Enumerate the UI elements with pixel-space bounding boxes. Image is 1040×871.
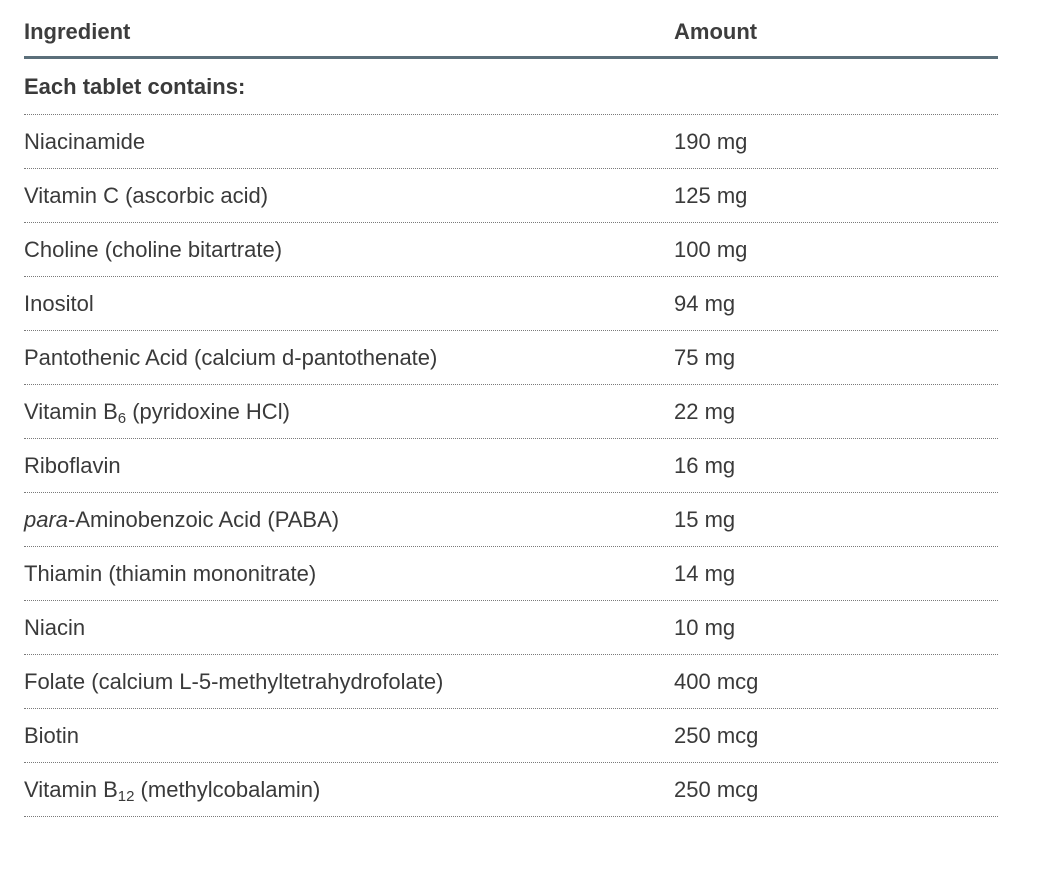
- table-row: [24, 169, 998, 223]
- table-row: [24, 493, 998, 547]
- ingredient-name: [24, 398, 674, 427]
- ingredient-name-subscript: 6: [117, 409, 127, 427]
- ingredient-name-text: Biotin: [24, 722, 80, 748]
- ingredient-name-text: Riboflavin: [24, 452, 121, 478]
- ingredient-amount: 400 mcg: [674, 668, 759, 694]
- ingredient-name: [24, 668, 674, 694]
- ingredient-name-text: Niacinamide: [24, 128, 146, 154]
- ingredient-name: [24, 506, 674, 532]
- ingredient-amount: 250 mcg: [674, 722, 759, 748]
- table-row: [24, 547, 998, 601]
- ingredient-amount: 100 mg: [674, 236, 748, 262]
- ingredient-amount: 190 mg: [674, 128, 748, 154]
- table-row: [24, 763, 998, 817]
- ingredient-name-text: -Aminobenzoic Acid (PABA): [68, 506, 340, 532]
- ingredient-name: [24, 560, 674, 586]
- amount-column-header: Amount: [674, 19, 758, 44]
- table-row: [24, 385, 998, 439]
- ingredient-amount: 14 mg: [674, 560, 736, 586]
- ingredient-name: [24, 290, 674, 316]
- ingredient-amount: 94 mg: [674, 290, 736, 316]
- ingredient-rows: [24, 115, 998, 817]
- section-label: Each tablet contains:: [24, 73, 246, 99]
- ingredient-name: [24, 722, 674, 748]
- table-row: [24, 709, 998, 763]
- ingredient-name-text: Pantothenic Acid (calcium d-pantothenate): [24, 344, 438, 370]
- table-row: [24, 601, 998, 655]
- ingredient-name: [24, 236, 674, 262]
- ingredient-column-header: Ingredient: [24, 19, 131, 44]
- ingredient-name-text: Folate (calcium L-5-methyltetrahydrofolate): [24, 668, 444, 694]
- ingredient-amount: 15 mg: [674, 506, 736, 532]
- ingredient-name: [24, 614, 674, 640]
- table-row: [24, 331, 998, 385]
- ingredient-amount: 16 mg: [674, 452, 736, 478]
- ingredient-name: [24, 776, 674, 805]
- ingredient-name-text: Inositol: [24, 290, 94, 316]
- ingredient-name: [24, 344, 674, 370]
- table-row: [24, 277, 998, 331]
- ingredient-name-suffix: (methylcobalamin): [134, 776, 321, 802]
- ingredient-amount: 10 mg: [674, 614, 736, 640]
- table-row: [24, 655, 998, 709]
- table-row: [24, 223, 998, 277]
- ingredient-name-text: Vitamin C (ascorbic acid): [24, 182, 269, 208]
- table-row: [24, 115, 998, 169]
- ingredient-amount: 250 mcg: [674, 776, 759, 802]
- ingredient-name: [24, 452, 674, 478]
- table-row: [24, 439, 998, 493]
- ingredient-name-text: Thiamin (thiamin mononitrate): [24, 560, 317, 586]
- ingredient-name-subscript: 12: [117, 787, 135, 805]
- ingredient-amount: 75 mg: [674, 344, 736, 370]
- ingredient-name-suffix: (pyridoxine HCl): [126, 398, 290, 424]
- ingredient-amount: 125 mg: [674, 182, 748, 208]
- ingredient-name-text: Choline (choline bitartrate): [24, 236, 283, 262]
- ingredient-name-text: Vitamin B: [24, 776, 118, 802]
- ingredient-name: [24, 182, 674, 208]
- table-header: [24, 0, 998, 59]
- ingredient-name-text: Niacin: [24, 614, 86, 640]
- ingredient-name-text: Vitamin B: [24, 398, 118, 424]
- section-row: [24, 59, 998, 115]
- ingredient-amount: 22 mg: [674, 398, 736, 424]
- ingredients-table: [24, 0, 998, 817]
- ingredient-name: [24, 128, 674, 154]
- ingredient-name-italic-prefix: para: [24, 506, 69, 532]
